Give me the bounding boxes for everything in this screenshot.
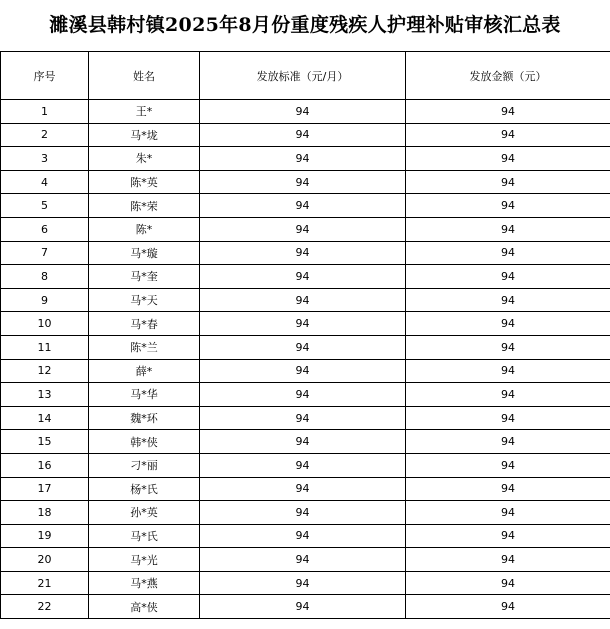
cell-name: 陈* (89, 217, 200, 241)
cell-name: 陈*英 (89, 170, 200, 194)
cell-name: 魏*环 (89, 406, 200, 430)
cell-name: 刁*丽 (89, 453, 200, 477)
cell-index: 21 (1, 571, 89, 595)
cell-standard: 94 (200, 406, 406, 430)
cell-standard: 94 (200, 312, 406, 336)
cell-amount: 94 (406, 477, 610, 501)
table-row (1, 430, 610, 454)
table-row (1, 383, 610, 407)
cell-amount: 94 (406, 524, 610, 548)
cell-name: 马*燕 (89, 571, 200, 595)
cell-amount: 94 (406, 265, 610, 289)
table-row (1, 123, 610, 147)
cell-index: 20 (1, 548, 89, 572)
cell-amount: 94 (406, 595, 610, 619)
table-row (1, 265, 610, 289)
cell-amount: 94 (406, 312, 610, 336)
cell-amount: 94 (406, 241, 610, 265)
table-row (1, 524, 610, 548)
cell-index: 22 (1, 595, 89, 619)
cell-name: 朱* (89, 147, 200, 171)
cell-amount: 94 (406, 548, 610, 572)
cell-amount: 94 (406, 288, 610, 312)
cell-name: 马*光 (89, 548, 200, 572)
cell-standard: 94 (200, 595, 406, 619)
table-row (1, 241, 610, 265)
cell-name: 杨*氏 (89, 477, 200, 501)
cell-standard: 94 (200, 265, 406, 289)
cell-standard: 94 (200, 147, 406, 171)
cell-index: 16 (1, 453, 89, 477)
cell-index: 17 (1, 477, 89, 501)
cell-standard: 94 (200, 548, 406, 572)
cell-amount: 94 (406, 501, 610, 525)
cell-amount: 94 (406, 571, 610, 595)
cell-standard: 94 (200, 383, 406, 407)
table-row (1, 147, 610, 171)
subsidy-summary-table (0, 51, 610, 619)
cell-index: 2 (1, 123, 89, 147)
cell-name: 马*奎 (89, 265, 200, 289)
table-row (1, 170, 610, 194)
table-row (1, 312, 610, 336)
table-row (1, 548, 610, 572)
cell-index: 5 (1, 194, 89, 218)
cell-name: 韩*侠 (89, 430, 200, 454)
header-row (1, 52, 610, 100)
cell-amount: 94 (406, 359, 610, 383)
table-row (1, 359, 610, 383)
cell-amount: 94 (406, 383, 610, 407)
cell-standard: 94 (200, 477, 406, 501)
cell-standard: 94 (200, 359, 406, 383)
cell-name: 薛* (89, 359, 200, 383)
header-standard: 发放标准（元/月） (200, 52, 406, 100)
table-row (1, 335, 610, 359)
cell-index: 15 (1, 430, 89, 454)
cell-amount: 94 (406, 430, 610, 454)
cell-name: 马*春 (89, 312, 200, 336)
cell-standard: 94 (200, 288, 406, 312)
cell-standard: 94 (200, 123, 406, 147)
cell-standard: 94 (200, 501, 406, 525)
cell-index: 10 (1, 312, 89, 336)
table-row (1, 194, 610, 218)
header-amount: 发放金额（元） (406, 52, 610, 100)
cell-standard: 94 (200, 100, 406, 124)
cell-index: 13 (1, 383, 89, 407)
table-row (1, 100, 610, 124)
cell-amount: 94 (406, 147, 610, 171)
cell-name: 王* (89, 100, 200, 124)
cell-index: 8 (1, 265, 89, 289)
cell-index: 11 (1, 335, 89, 359)
table-row (1, 406, 610, 430)
cell-amount: 94 (406, 123, 610, 147)
cell-amount: 94 (406, 194, 610, 218)
cell-amount: 94 (406, 453, 610, 477)
cell-index: 9 (1, 288, 89, 312)
cell-standard: 94 (200, 335, 406, 359)
table-row (1, 595, 610, 619)
cell-name: 高*侠 (89, 595, 200, 619)
cell-name: 马*璇 (89, 241, 200, 265)
table-row (1, 453, 610, 477)
cell-name: 陈*荣 (89, 194, 200, 218)
cell-amount: 94 (406, 170, 610, 194)
cell-amount: 94 (406, 217, 610, 241)
cell-name: 陈*兰 (89, 335, 200, 359)
table-row (1, 288, 610, 312)
cell-standard: 94 (200, 524, 406, 548)
cell-index: 19 (1, 524, 89, 548)
cell-index: 6 (1, 217, 89, 241)
cell-standard: 94 (200, 170, 406, 194)
cell-standard: 94 (200, 194, 406, 218)
cell-standard: 94 (200, 217, 406, 241)
table-row (1, 501, 610, 525)
cell-index: 1 (1, 100, 89, 124)
cell-standard: 94 (200, 453, 406, 477)
cell-amount: 94 (406, 406, 610, 430)
cell-name: 马*垅 (89, 123, 200, 147)
cell-name: 马*华 (89, 383, 200, 407)
cell-index: 12 (1, 359, 89, 383)
cell-standard: 94 (200, 241, 406, 265)
cell-index: 4 (1, 170, 89, 194)
cell-name: 孙*英 (89, 501, 200, 525)
cell-name: 马*氏 (89, 524, 200, 548)
cell-index: 18 (1, 501, 89, 525)
cell-amount: 94 (406, 335, 610, 359)
cell-index: 3 (1, 147, 89, 171)
table-body (1, 100, 610, 619)
document-title: 濉溪县韩村镇2025年8月份重度残疾人护理补贴审核汇总表 (49, 14, 561, 36)
cell-name: 马*天 (89, 288, 200, 312)
cell-standard: 94 (200, 430, 406, 454)
header-name: 姓名 (89, 52, 200, 100)
cell-index: 14 (1, 406, 89, 430)
table-header (1, 52, 610, 100)
cell-standard: 94 (200, 571, 406, 595)
table-row (1, 571, 610, 595)
table-row (1, 217, 610, 241)
table-row (1, 477, 610, 501)
header-index: 序号 (1, 52, 89, 100)
cell-amount: 94 (406, 100, 610, 124)
cell-index: 7 (1, 241, 89, 265)
